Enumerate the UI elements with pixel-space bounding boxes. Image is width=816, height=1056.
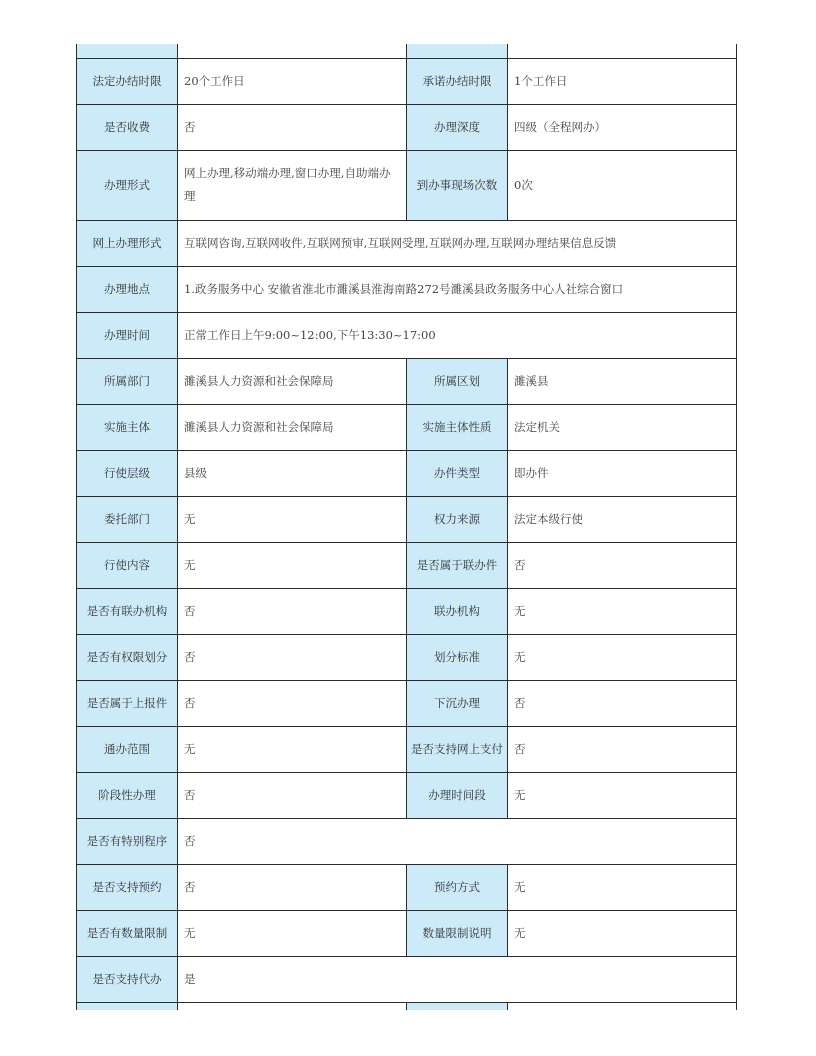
- table-row: [77, 312, 737, 358]
- field-label: 下沉办理: [407, 680, 508, 726]
- table-row: [77, 956, 737, 1002]
- field-value: 即办件: [508, 450, 737, 496]
- field-value: [178, 44, 407, 58]
- table-row: [77, 818, 737, 864]
- field-label: 办件类型: [407, 450, 508, 496]
- table-row: [77, 496, 737, 542]
- field-value: 法定本级行使: [508, 496, 737, 542]
- field-label: [407, 1002, 508, 1010]
- table-row: [77, 910, 737, 956]
- table-row: [77, 104, 737, 150]
- field-value: 1.政务服务中心 安徽省淮北市濉溪县淮海南路272号濉溪县政务服务中心人社综合窗口: [178, 266, 737, 312]
- field-value: 县级: [178, 450, 407, 496]
- field-value: 无: [508, 772, 737, 818]
- field-label: [77, 44, 178, 58]
- field-value: 无: [178, 910, 407, 956]
- field-label: 办理地点: [77, 266, 178, 312]
- field-label: 是否有权限划分: [77, 634, 178, 680]
- field-label: 是否有数量限制: [77, 910, 178, 956]
- table-row: [77, 726, 737, 772]
- field-value: 濉溪县人力资源和社会保障局: [178, 404, 407, 450]
- field-value: 否: [178, 680, 407, 726]
- field-label: 数量限制说明: [407, 910, 508, 956]
- field-label: 法定办结时限: [77, 58, 178, 104]
- field-label: 委托部门: [77, 496, 178, 542]
- field-value: 无: [508, 864, 737, 910]
- field-label: 承诺办结时限: [407, 58, 508, 104]
- field-label: 是否支持预约: [77, 864, 178, 910]
- field-value: [508, 44, 737, 58]
- field-value: [508, 1002, 737, 1010]
- table-row: [77, 150, 737, 220]
- field-label: 是否属于联办件: [407, 542, 508, 588]
- field-label: 办理深度: [407, 104, 508, 150]
- table-row: [77, 404, 737, 450]
- table-row: [77, 358, 737, 404]
- field-value: 否: [508, 680, 737, 726]
- field-label: 预约方式: [407, 864, 508, 910]
- field-label: 到办事现场次数: [407, 150, 508, 220]
- table-row: [77, 772, 737, 818]
- field-label: 网上办理形式: [77, 220, 178, 266]
- service-info-table: [76, 44, 737, 1010]
- field-label: [77, 1002, 178, 1010]
- field-value: 网上办理,移动端办理,窗口办理,自助端办理: [178, 150, 407, 220]
- field-value: 否: [178, 864, 407, 910]
- field-value: 正常工作日上午9:00~12:00,下午13:30~17:00: [178, 312, 737, 358]
- field-value: 否: [178, 772, 407, 818]
- table-row: [77, 1002, 737, 1010]
- field-value: 无: [508, 634, 737, 680]
- field-label: 所属区划: [407, 358, 508, 404]
- field-label: 通办范围: [77, 726, 178, 772]
- field-value: 无: [178, 542, 407, 588]
- table-row: [77, 450, 737, 496]
- field-value: 否: [508, 726, 737, 772]
- field-label: 是否有联办机构: [77, 588, 178, 634]
- field-label: 办理时间: [77, 312, 178, 358]
- field-label: 是否支持网上支付: [407, 726, 508, 772]
- table-row: [77, 220, 737, 266]
- field-label: 行使层级: [77, 450, 178, 496]
- table-row: [77, 634, 737, 680]
- field-value: 无: [508, 910, 737, 956]
- field-label: 所属部门: [77, 358, 178, 404]
- field-label: [407, 44, 508, 58]
- field-value: 濉溪县: [508, 358, 737, 404]
- field-label: 是否收费: [77, 104, 178, 150]
- table-row: [77, 44, 737, 58]
- field-value: 20个工作日: [178, 58, 407, 104]
- field-value: 无: [178, 496, 407, 542]
- table-row: [77, 864, 737, 910]
- field-label: 阶段性办理: [77, 772, 178, 818]
- field-value: 法定机关: [508, 404, 737, 450]
- field-value: 否: [178, 588, 407, 634]
- field-value: 无: [178, 726, 407, 772]
- field-value: [178, 1002, 407, 1010]
- field-value: 无: [508, 588, 737, 634]
- table-row: [77, 266, 737, 312]
- field-value: 1个工作日: [508, 58, 737, 104]
- field-label: 实施主体: [77, 404, 178, 450]
- table-row: [77, 680, 737, 726]
- field-label: 实施主体性质: [407, 404, 508, 450]
- table-row: [77, 58, 737, 104]
- field-label: 权力来源: [407, 496, 508, 542]
- service-info-sheet: [76, 44, 736, 1010]
- table-row: [77, 542, 737, 588]
- field-value: 濉溪县人力资源和社会保障局: [178, 358, 407, 404]
- field-label: 办理时间段: [407, 772, 508, 818]
- field-label: 是否支持代办: [77, 956, 178, 1002]
- field-value: 否: [178, 634, 407, 680]
- field-value: 否: [508, 542, 737, 588]
- table-row: [77, 588, 737, 634]
- field-value: 否: [178, 104, 407, 150]
- field-label: 办理形式: [77, 150, 178, 220]
- field-label: 划分标准: [407, 634, 508, 680]
- field-label: 是否属于上报件: [77, 680, 178, 726]
- field-value: 否: [178, 818, 737, 864]
- field-label: 行使内容: [77, 542, 178, 588]
- field-value: 四级（全程网办）: [508, 104, 737, 150]
- field-label: 是否有特别程序: [77, 818, 178, 864]
- field-value: 互联网咨询,互联网收件,互联网预审,互联网受理,互联网办理,互联网办理结果信息反馈: [178, 220, 737, 266]
- field-label: 联办机构: [407, 588, 508, 634]
- field-value: 是: [178, 956, 737, 1002]
- field-value: 0次: [508, 150, 737, 220]
